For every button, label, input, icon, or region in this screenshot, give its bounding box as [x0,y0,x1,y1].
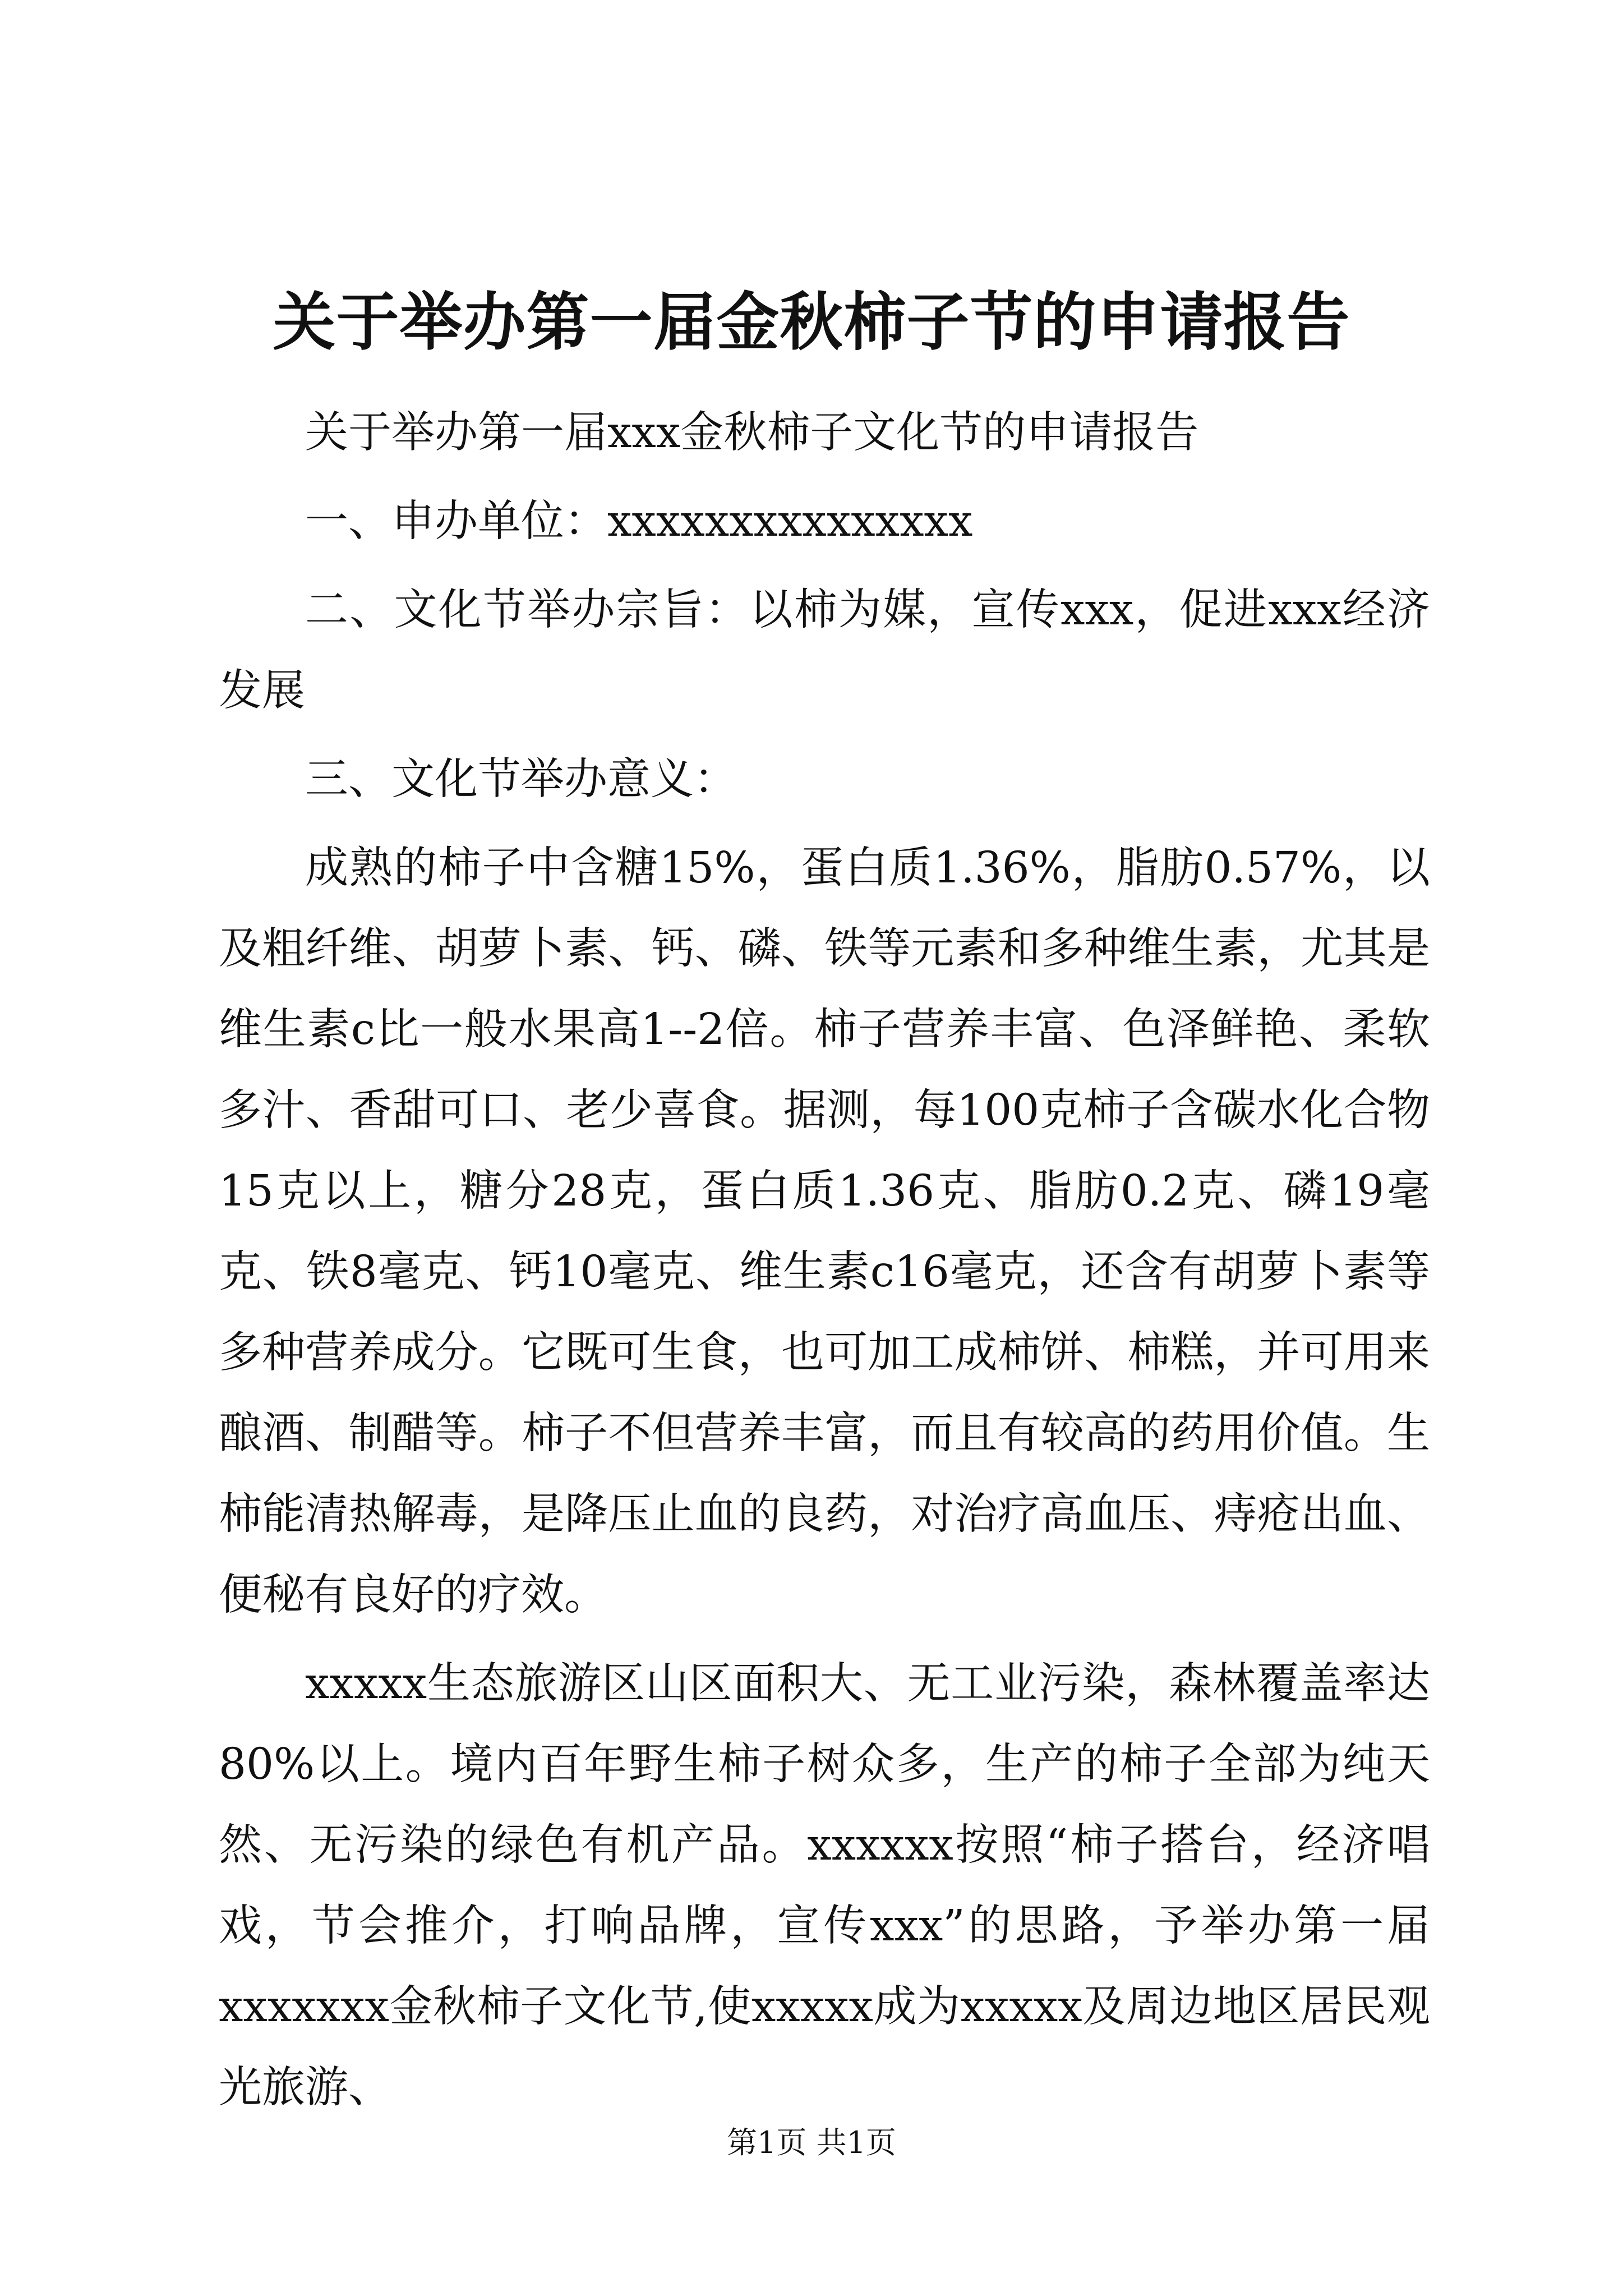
document-title: 关于举办第一届金秋柿子节的申请报告 [273,286,1350,359]
paragraph-purpose: 二、文化节举办宗旨：以柿为媒，宣传xxx，促进xxx经济发展 [219,585,1430,716]
paragraph-nutrition: 成熟的柿子中含糖15%，蛋白质1.36%，脂肪0.57%，以及粗纤维、胡萝卜素、钙、磷、铁等元素和多种维生素，尤其是维生素c比一般水果高1--2倍。柿子营养丰富、色泽鲜艳、柔软多汁、香甜可口、老少喜食。据测，每100克柿子含碳水化合物15克以上，糖分28克，蛋白质1.36克、脂肪0.2克、磷19毫克、铁8毫克、钙10毫克、维生素c16毫克，还含有胡萝卜素等多种营养成分。它既可生食，也可加工成柿饼、柿糕，并可用来酿酒、制醋等。柿子不但营养丰富，而且有较高的药用价值。生柿能清热解毒，是降压止血的良药，对治疗高血压、痔疮出血、便秘有良好的疗效。 [219,843,1430,1620]
document-body [219,393,1430,2128]
page-footer: 第1页 共1页 [727,2125,896,2160]
paragraph-subtitle: 关于举办第一届xxx金秋柿子文化节的申请报告 [305,408,1199,458]
paragraph-organizer: 一、申办单位：xxxxxxxxxxxxxxx [305,496,973,546]
paragraph-tourism: xxxxx生态旅游区山区面积大、无工业污染，森林覆盖率达80%以上。境内百年野生柿子树众多，生产的柿子全部为纯天然、无污染的绿色有机产品。xxxxxx按照“柿子搭台，经济唱戏，节会推介，打响品牌，宣传xxx”的思路，予举办第一届xxxxxxx金秋柿子文化节,使xxxxx成为xxxxx及周边地区居民观光旅游、 [219,1659,1430,2113]
paragraph-significance-heading: 三、文化节举办意义： [305,754,737,804]
